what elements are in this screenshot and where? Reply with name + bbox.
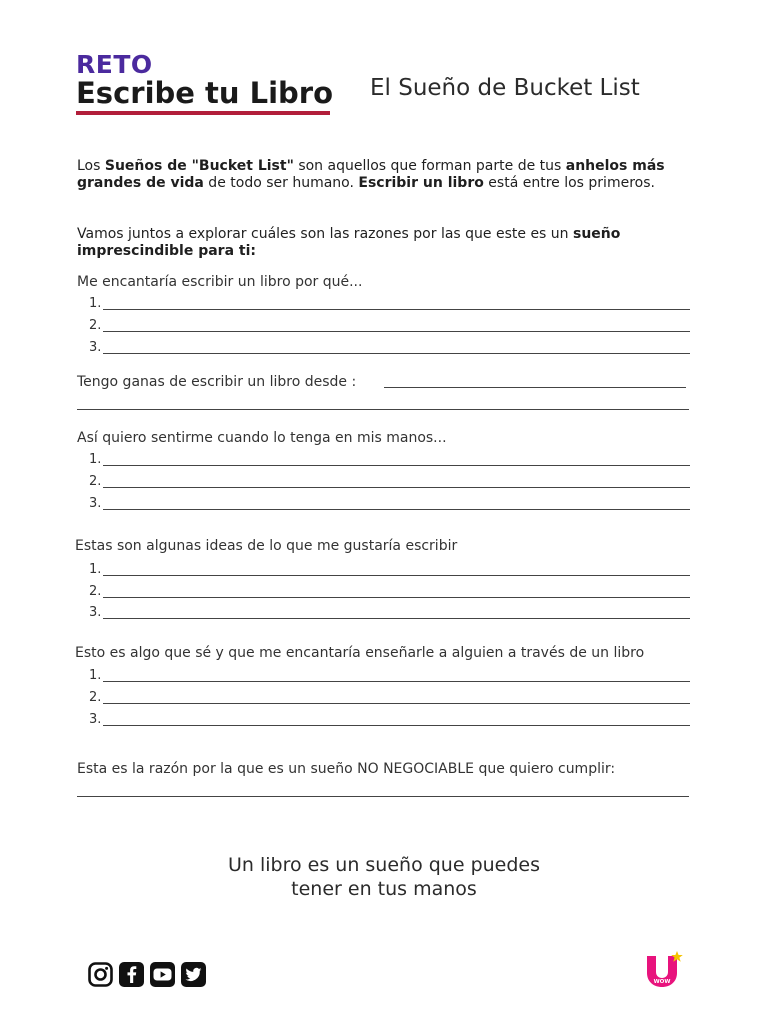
item-number: 3. [89,605,102,620]
prompt-teach: Esto es algo que sé y que me encantaría enseñarle a alguien a través de un libro [75,645,645,661]
answer-row[interactable] [89,582,690,602]
answer-row[interactable] [89,688,690,708]
item-number: 1. [89,668,102,683]
document-title: El Sueño de Bucket List [370,75,640,101]
twitter-icon[interactable] [181,962,206,987]
logo-sub-text: WOW [653,979,671,985]
answer-row[interactable] [89,603,690,623]
item-number: 3. [89,712,102,727]
answer-line[interactable] [103,618,690,619]
item-number: 2. [89,474,102,489]
answer-line[interactable] [103,353,690,354]
item-number: 2. [89,318,102,333]
item-number: 2. [89,690,102,705]
quote-line: tener en tus manos [291,878,477,900]
answer-line[interactable] [103,509,690,510]
intro-bold: Sueños de "Bucket List" [104,158,294,174]
answer-line[interactable] [103,575,690,576]
answer-row[interactable] [89,338,690,358]
answer-line[interactable] [103,309,690,310]
answer-row[interactable] [89,710,690,730]
brand-title: Escribe tu Libro [76,76,334,110]
intro-bold: anhelos más grandes de vida [77,158,665,191]
intro-text: son aquellos que forman parte de tus [293,158,566,174]
answer-row[interactable] [89,494,690,514]
answer-row[interactable] [89,316,690,336]
item-number: 1. [89,296,102,311]
intro-paragraph-2 [77,226,692,260]
answer-line[interactable] [77,796,689,797]
prompt-since-when: Tengo ganas de escribir un libro desde : [77,374,357,390]
intro-paragraph-1 [77,158,692,192]
item-number: 1. [89,452,102,467]
intro-bold: sueño imprescindible para ti: [77,226,621,259]
item-number: 3. [89,340,102,355]
answer-line[interactable] [103,725,690,726]
brand-logo [644,950,684,990]
intro-text: Vamos juntos a explorar cuáles son las razones por las que este es un [77,226,573,242]
prompt-non-negotiable: Esta es la razón por la que es un sueño NO NEGOCIABLE que quiero cumplir: [77,761,616,777]
answer-line[interactable] [103,597,690,598]
item-number: 2. [89,584,102,599]
answer-line[interactable] [103,681,690,682]
footer-quote [0,853,768,901]
item-number: 3. [89,496,102,511]
answer-line[interactable] [103,703,690,704]
quote-line: Un libro es un sueño que puedes [227,854,541,876]
answer-line[interactable] [103,331,690,332]
answer-line[interactable] [77,409,689,410]
answer-line[interactable] [384,387,686,388]
answer-line[interactable] [103,487,690,488]
item-number: 1. [89,562,102,577]
answer-row[interactable] [89,294,690,314]
answer-row[interactable] [89,666,690,686]
answer-row[interactable] [89,450,690,470]
intro-text: de todo ser humano. [203,175,359,191]
prompt-why: Me encantaría escribir un libro por qué... [77,274,363,290]
intro-bold: Escribir un libro [358,175,484,191]
social-icons [88,962,206,989]
answer-line[interactable] [103,465,690,466]
prompt-feeling: Así quiero sentirme cuando lo tenga en mis manos... [77,430,447,446]
answer-row[interactable] [89,472,690,492]
facebook-icon[interactable] [119,962,144,987]
instagram-icon[interactable] [88,962,113,987]
prompt-ideas: Estas son algunas ideas de lo que me gustaría escribir [75,538,458,554]
intro-text: está entre los primeros. [483,175,655,191]
youtube-icon[interactable] [150,962,175,987]
answer-row[interactable] [89,560,690,580]
brand-underline [76,111,330,115]
reto-label: RETO [76,50,153,79]
intro-text: Los [77,158,105,174]
